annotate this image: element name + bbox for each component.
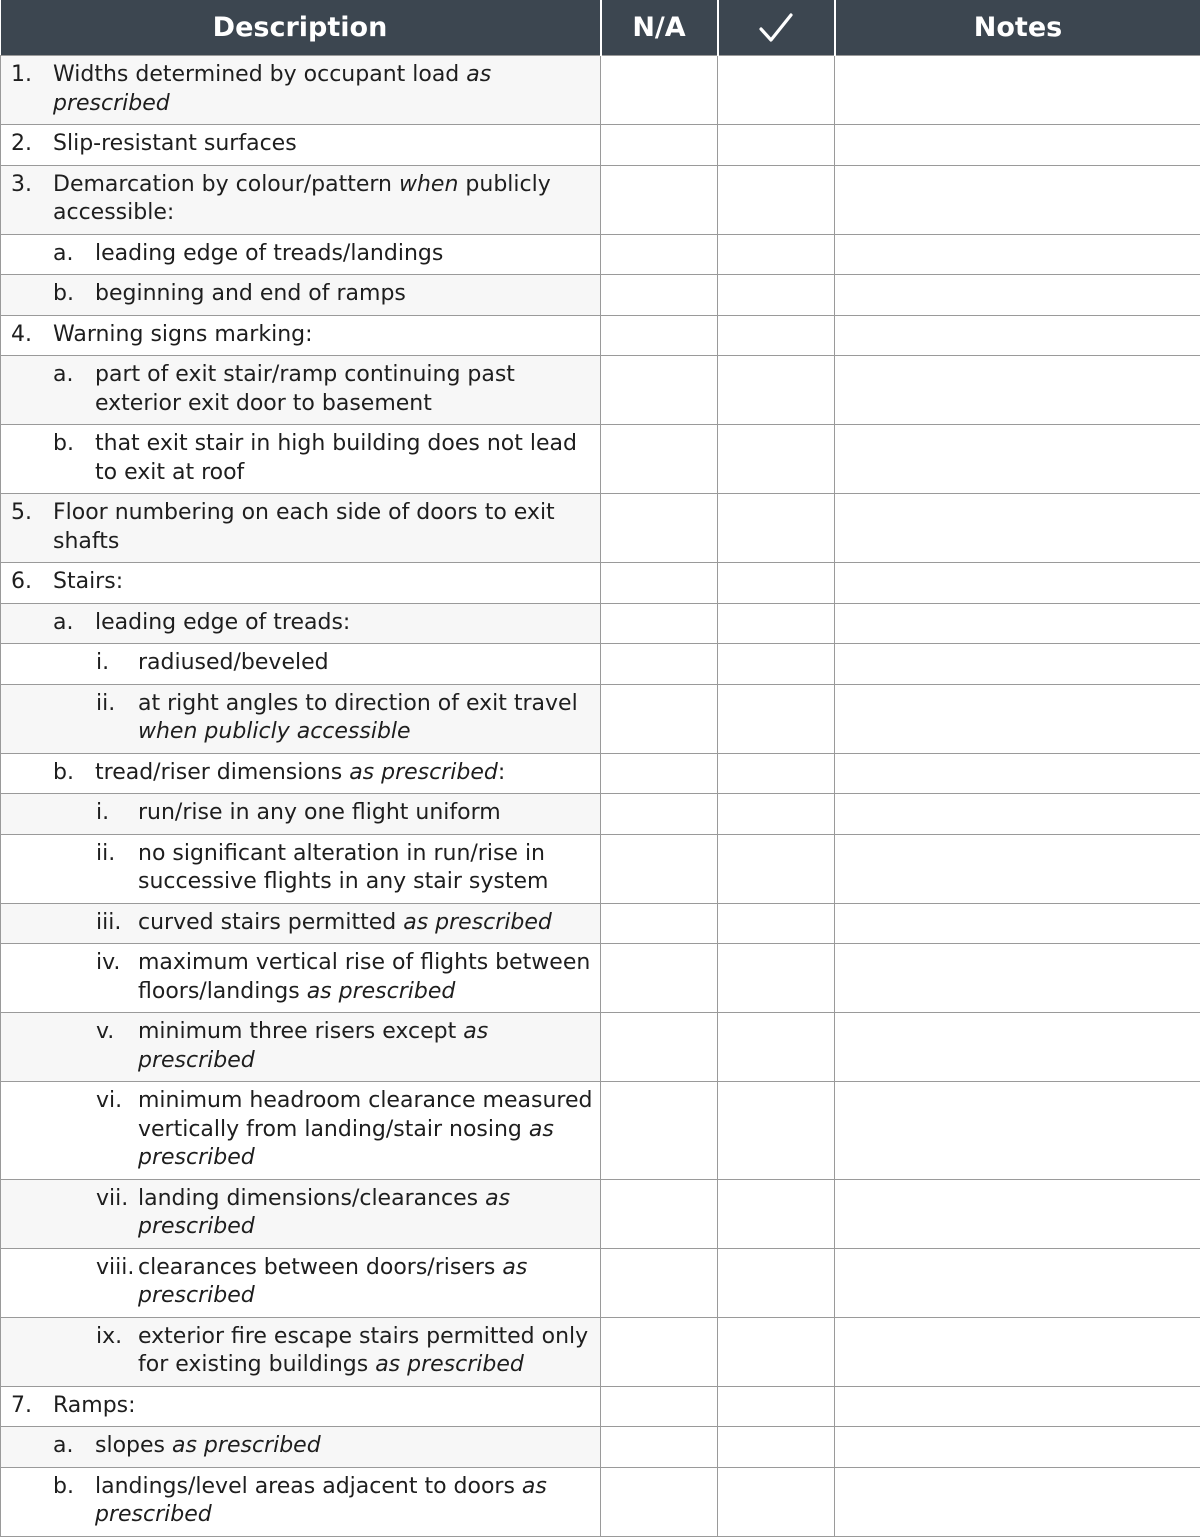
item-text-emphasis: as prescribed (172, 1433, 321, 1458)
item-number: viii. (1, 1254, 138, 1311)
item-number: 7. (1, 1392, 53, 1421)
na-cell[interactable] (601, 684, 718, 753)
na-cell[interactable] (601, 125, 718, 166)
item-text-emphasis: as prescribed (138, 1255, 527, 1309)
item-text (138, 949, 596, 1006)
item-text-main: no significant alteration in run/rise in successive flights in any stair system (138, 841, 548, 895)
description-cell (1, 356, 601, 425)
item-number: ii. (1, 840, 138, 897)
description-cell (1, 275, 601, 316)
description-cell (1, 903, 601, 944)
table-row (1, 1386, 1200, 1427)
checklist-item (1, 56, 600, 124)
table-row (1, 684, 1200, 753)
item-number: 3. (1, 171, 53, 228)
item-text (138, 690, 596, 747)
description-cell (1, 1317, 601, 1386)
item-text-main: beginning and end of ramps (95, 281, 406, 306)
check-cell[interactable] (718, 275, 835, 316)
item-number: b. (1, 759, 95, 788)
item-text (53, 499, 596, 556)
item-text-emphasis: as prescribed (138, 1186, 510, 1240)
item-text-main: leading edge of treads: (95, 610, 350, 635)
checklist-item (1, 356, 600, 424)
checklist-item (1, 425, 600, 493)
description-cell (1, 603, 601, 644)
description-cell (1, 753, 601, 794)
table-row (1, 1317, 1200, 1386)
na-cell[interactable] (601, 603, 718, 644)
notes-cell[interactable] (835, 315, 1200, 356)
item-text (95, 1473, 596, 1530)
item-number: 2. (1, 130, 53, 159)
description-cell (1, 125, 601, 166)
check-cell[interactable] (718, 603, 835, 644)
check-cell[interactable] (718, 563, 835, 604)
notes-cell[interactable] (835, 275, 1200, 316)
description-cell (1, 563, 601, 604)
header-description: Description (1, 0, 601, 56)
table-row (1, 56, 1200, 125)
item-text-main: Widths determined by occupant load (53, 62, 466, 87)
item-text-emphasis: as prescribed (307, 979, 456, 1004)
checklist-item (1, 604, 600, 644)
checklist-item (1, 1387, 600, 1427)
notes-cell[interactable] (835, 684, 1200, 753)
item-number: i. (1, 649, 138, 678)
item-text-emphasis: as prescribed (375, 1352, 524, 1377)
checkmark-icon (759, 13, 793, 43)
table-row (1, 903, 1200, 944)
checklist-item (1, 1013, 600, 1081)
check-cell[interactable] (718, 1013, 835, 1082)
na-cell[interactable] (601, 794, 718, 835)
header-row (1, 0, 1200, 56)
check-cell[interactable] (718, 684, 835, 753)
table-row (1, 425, 1200, 494)
item-text (95, 609, 596, 638)
item-text (53, 321, 596, 350)
na-cell[interactable] (601, 56, 718, 125)
check-cell[interactable] (718, 1467, 835, 1536)
item-text (138, 1087, 596, 1173)
na-cell[interactable] (601, 425, 718, 494)
item-text-emphasis: when publicly accessible (138, 719, 411, 744)
item-text-main: maximum vertical rise of flights between floors/landings (138, 950, 590, 1004)
checklist-item (1, 563, 600, 603)
notes-cell[interactable] (835, 234, 1200, 275)
item-text (95, 430, 596, 487)
na-cell[interactable] (601, 1386, 718, 1427)
description-cell (1, 684, 601, 753)
checklist-item (1, 1427, 600, 1467)
table-row (1, 944, 1200, 1013)
checklist-item (1, 1249, 600, 1317)
na-cell[interactable] (601, 834, 718, 903)
description-cell (1, 1427, 601, 1468)
item-text (53, 130, 596, 159)
check-cell[interactable] (718, 56, 835, 125)
na-cell[interactable] (601, 944, 718, 1013)
item-text-tail: : (498, 760, 505, 785)
notes-cell[interactable] (835, 1317, 1200, 1386)
notes-cell[interactable] (835, 1248, 1200, 1317)
notes-cell[interactable] (835, 165, 1200, 234)
checklist-item (1, 316, 600, 356)
item-text (138, 1254, 596, 1311)
table-row (1, 275, 1200, 316)
notes-cell[interactable] (835, 794, 1200, 835)
check-cell[interactable] (718, 834, 835, 903)
notes-cell[interactable] (835, 1082, 1200, 1180)
item-text (95, 280, 596, 309)
item-number: iv. (1, 949, 138, 1006)
na-cell[interactable] (601, 903, 718, 944)
check-cell[interactable] (718, 1248, 835, 1317)
item-text-emphasis: as prescribed (138, 1019, 488, 1073)
notes-cell[interactable] (835, 425, 1200, 494)
table-row (1, 1467, 1200, 1536)
checklist-item (1, 125, 600, 165)
checklist-item (1, 685, 600, 753)
table-row (1, 834, 1200, 903)
na-cell[interactable] (601, 644, 718, 685)
item-text (138, 799, 596, 828)
item-number: v. (1, 1018, 138, 1075)
na-cell[interactable] (601, 356, 718, 425)
check-cell[interactable] (718, 794, 835, 835)
check-cell[interactable] (718, 125, 835, 166)
item-text (138, 840, 596, 897)
item-text-main: leading edge of treads/landings (95, 241, 443, 266)
item-text (138, 1323, 596, 1380)
check-cell[interactable] (718, 753, 835, 794)
description-cell (1, 1248, 601, 1317)
na-cell[interactable] (601, 753, 718, 794)
notes-cell[interactable] (835, 1427, 1200, 1468)
table-row (1, 125, 1200, 166)
description-cell (1, 644, 601, 685)
notes-cell[interactable] (835, 753, 1200, 794)
description-cell (1, 494, 601, 563)
notes-cell[interactable] (835, 1179, 1200, 1248)
item-number: 6. (1, 568, 53, 597)
item-text-main: Slip-resistant surfaces (53, 131, 297, 156)
check-cell[interactable] (718, 944, 835, 1013)
notes-cell[interactable] (835, 1386, 1200, 1427)
na-cell[interactable] (601, 234, 718, 275)
check-cell[interactable] (718, 903, 835, 944)
description-cell (1, 1082, 601, 1180)
description-cell (1, 425, 601, 494)
notes-cell[interactable] (835, 903, 1200, 944)
item-text-main: that exit stair in high building does not lead to exit at roof (95, 431, 577, 485)
item-text-main: landing dimensions/clearances (138, 1186, 485, 1211)
notes-cell[interactable] (835, 56, 1200, 125)
notes-cell[interactable] (835, 356, 1200, 425)
checklist-item (1, 835, 600, 903)
table-row (1, 644, 1200, 685)
item-text (53, 568, 596, 597)
item-text (95, 361, 596, 418)
item-number: b. (1, 1473, 95, 1530)
table-row (1, 753, 1200, 794)
check-cell[interactable] (718, 1317, 835, 1386)
notes-cell[interactable] (835, 1013, 1200, 1082)
description-cell (1, 165, 601, 234)
item-text-main: Warning signs marking: (53, 322, 313, 347)
item-text (138, 909, 596, 938)
notes-cell[interactable] (835, 834, 1200, 903)
checklist-item (1, 1180, 600, 1248)
table-row (1, 603, 1200, 644)
check-cell[interactable] (718, 425, 835, 494)
checklist-item (1, 904, 600, 944)
na-cell[interactable] (601, 494, 718, 563)
description-cell (1, 1386, 601, 1427)
notes-cell[interactable] (835, 494, 1200, 563)
description-cell (1, 1013, 601, 1082)
item-text-emphasis: when (399, 172, 458, 197)
check-cell[interactable] (718, 1427, 835, 1468)
table-row (1, 563, 1200, 604)
description-cell (1, 1467, 601, 1536)
table-row (1, 1013, 1200, 1082)
item-text (138, 649, 596, 678)
table-body (1, 56, 1200, 1537)
item-number: ii. (1, 690, 138, 747)
na-cell[interactable] (601, 1427, 718, 1468)
item-number: a. (1, 361, 95, 418)
checklist-item (1, 235, 600, 275)
description-cell (1, 56, 601, 125)
item-text-main: part of exit stair/ramp continuing past exterior exit door to basement (95, 362, 515, 416)
item-text-main: Ramps: (53, 1393, 136, 1418)
item-text-main: radiused/beveled (138, 650, 329, 675)
item-number: vii. (1, 1185, 138, 1242)
item-text-main: Demarcation by colour/pattern (53, 172, 399, 197)
na-cell[interactable] (601, 1082, 718, 1180)
checklist-item (1, 166, 600, 234)
item-text-main: slopes (95, 1433, 172, 1458)
check-cell[interactable] (718, 315, 835, 356)
table-row (1, 1082, 1200, 1180)
checklist-item (1, 1468, 600, 1536)
item-text (53, 1392, 596, 1421)
item-number: i. (1, 799, 138, 828)
table-row (1, 1427, 1200, 1468)
item-text (95, 759, 596, 788)
check-cell[interactable] (718, 1082, 835, 1180)
item-text-main: Floor numbering on each side of doors to exit shafts (53, 500, 555, 554)
item-text (53, 171, 596, 228)
na-cell[interactable] (601, 1248, 718, 1317)
item-text (138, 1018, 596, 1075)
item-text-tail: publicly accessible: (53, 172, 551, 226)
check-cell[interactable] (718, 1179, 835, 1248)
na-cell[interactable] (601, 1467, 718, 1536)
item-number: vi. (1, 1087, 138, 1173)
item-text-main: tread/riser dimensions (95, 760, 349, 785)
check-cell[interactable] (718, 494, 835, 563)
notes-cell[interactable] (835, 944, 1200, 1013)
table-row (1, 315, 1200, 356)
na-cell[interactable] (601, 1179, 718, 1248)
notes-cell[interactable] (835, 603, 1200, 644)
item-text-main: minimum three risers except (138, 1019, 463, 1044)
na-cell[interactable] (601, 275, 718, 316)
item-text-emphasis: as prescribed (403, 910, 552, 935)
description-cell (1, 315, 601, 356)
item-text-emphasis: as prescribed (349, 760, 498, 785)
item-number: 4. (1, 321, 53, 350)
item-number: a. (1, 609, 95, 638)
checklist-item (1, 754, 600, 794)
item-number: iii. (1, 909, 138, 938)
checklist-item (1, 1318, 600, 1386)
na-cell[interactable] (601, 165, 718, 234)
notes-cell[interactable] (835, 1467, 1200, 1536)
table-row (1, 234, 1200, 275)
item-text (95, 240, 596, 269)
table-row (1, 1248, 1200, 1317)
item-text-main: clearances between doors/risers (138, 1255, 502, 1280)
check-cell[interactable] (718, 1386, 835, 1427)
checklist-item (1, 794, 600, 834)
item-number: ix. (1, 1323, 138, 1380)
item-text-main: minimum headroom clearance measured vertically from landing/stair nosing (138, 1088, 592, 1142)
na-cell[interactable] (601, 315, 718, 356)
checklist-item (1, 944, 600, 1012)
table-header (1, 0, 1200, 56)
checklist-item (1, 1082, 600, 1179)
notes-cell[interactable] (835, 563, 1200, 604)
item-text-main: run/rise in any one flight uniform (138, 800, 501, 825)
check-cell[interactable] (718, 234, 835, 275)
check-cell[interactable] (718, 644, 835, 685)
table-row (1, 1179, 1200, 1248)
item-text (95, 1432, 596, 1461)
description-cell (1, 834, 601, 903)
header-notes: Notes (835, 0, 1200, 56)
item-number: 5. (1, 499, 53, 556)
checklist-item (1, 494, 600, 562)
item-text (138, 1185, 596, 1242)
item-number: a. (1, 240, 95, 269)
item-number: 1. (1, 61, 53, 118)
description-cell (1, 794, 601, 835)
item-text-main: exterior fire escape stairs permitted only for existing buildings (138, 1324, 588, 1378)
notes-cell[interactable] (835, 644, 1200, 685)
notes-cell[interactable] (835, 125, 1200, 166)
header-na: N/A (601, 0, 718, 56)
description-cell (1, 234, 601, 275)
description-cell (1, 944, 601, 1013)
na-cell[interactable] (601, 563, 718, 604)
item-text-emphasis: as prescribed (95, 1474, 547, 1528)
item-text-main: at right angles to direction of exit travel (138, 691, 578, 716)
check-cell[interactable] (718, 165, 835, 234)
checklist-item (1, 644, 600, 684)
item-text-main: Stairs: (53, 569, 123, 594)
item-number: b. (1, 280, 95, 309)
item-text-emphasis: as prescribed (138, 1117, 554, 1171)
item-text-emphasis: as prescribed (53, 62, 491, 116)
table-row (1, 794, 1200, 835)
item-text-main: curved stairs permitted (138, 910, 403, 935)
table-row (1, 165, 1200, 234)
na-cell[interactable] (601, 1013, 718, 1082)
item-number: a. (1, 1432, 95, 1461)
item-number: b. (1, 430, 95, 487)
table-row (1, 494, 1200, 563)
item-text-main: landings/level areas adjacent to doors (95, 1474, 522, 1499)
item-text (53, 61, 596, 118)
table-row (1, 356, 1200, 425)
check-cell[interactable] (718, 356, 835, 425)
na-cell[interactable] (601, 1317, 718, 1386)
header-checkmark (718, 0, 835, 56)
description-cell (1, 1179, 601, 1248)
checklist-item (1, 275, 600, 315)
